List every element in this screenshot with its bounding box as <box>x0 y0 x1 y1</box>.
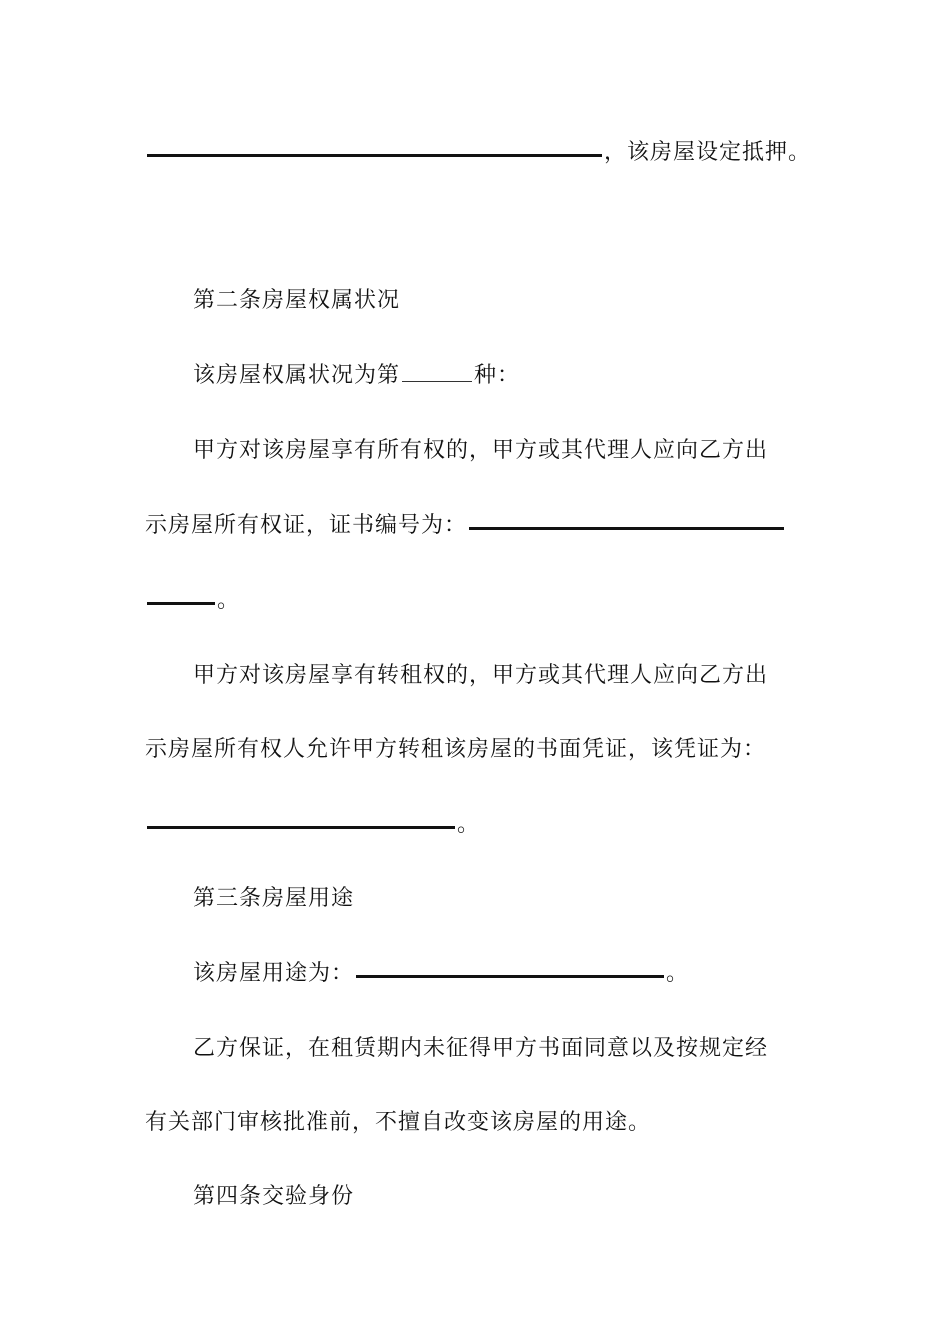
doc-line-3 <box>145 511 786 541</box>
section-heading-3: 第三条房屋用途 <box>193 886 355 911</box>
doc-line-1 <box>145 138 811 168</box>
section-heading-2: 第二条房屋权属状况 <box>193 288 401 313</box>
paragraph-line: 甲方对该房屋享有所有权的，甲方或其代理人应向乙方出 <box>193 438 769 463</box>
line-text: 种： <box>474 363 521 388</box>
blank-field <box>147 826 455 829</box>
paragraph-line: 示房屋所有权人允许甲方转租该房屋的书面凭证，该凭证为： <box>145 737 767 762</box>
blank-field <box>469 527 784 530</box>
doc-line-4 <box>145 586 240 616</box>
line-text: ，该房屋设定抵押。 <box>604 140 812 165</box>
line-text: 该房屋用途为： <box>193 961 355 986</box>
blank-field <box>147 602 215 605</box>
line-text: 。 <box>666 961 690 986</box>
paragraph-line: 有关部门审核批准前，不擅自改变该房屋的用途。 <box>145 1110 652 1135</box>
paragraph-line: 甲方对该房屋享有转租权的，甲方或其代理人应向乙方出 <box>193 663 769 688</box>
doc-line-5 <box>145 810 480 840</box>
line-text: 。 <box>457 812 481 837</box>
doc-line-2 <box>193 361 520 391</box>
line-text: 示房屋所有权证，证书编号为： <box>145 513 468 538</box>
line-text: 。 <box>217 588 241 613</box>
blank-field <box>402 381 472 382</box>
line-text: 该房屋权属状况为第 <box>193 363 401 388</box>
paragraph-line: 乙方保证，在租赁期内未征得甲方书面同意以及按规定经 <box>193 1036 769 1061</box>
section-heading-4: 第四条交验身份 <box>193 1184 355 1209</box>
doc-line-6 <box>193 959 689 989</box>
blank-field <box>147 154 602 157</box>
blank-field <box>356 975 664 978</box>
